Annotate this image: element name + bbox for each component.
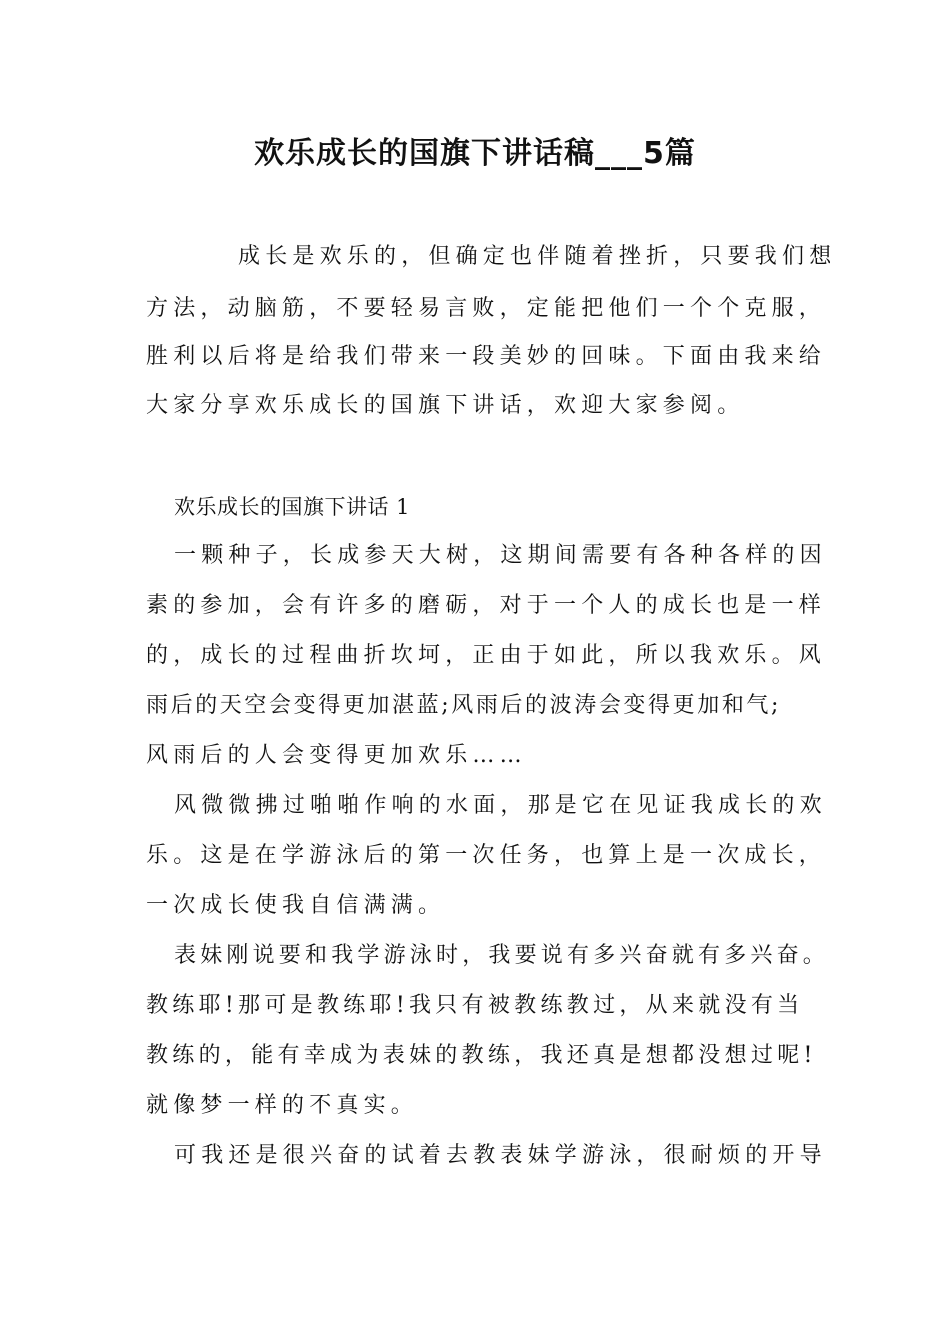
body-line: 表妹刚说要和我学游泳时，我要说有多兴奋就有多兴奋。 — [174, 943, 830, 968]
body-line: 风雨后的人会变得更加欢乐…… — [146, 743, 527, 768]
body-line: 的，成长的过程曲折坎坷，正由于如此，所以我欢乐。风 — [146, 643, 827, 668]
intro-line: 方法，动脑筋，不要轻易言败，定能把他们一个个克服， — [146, 296, 827, 321]
body-line: 乐。这是在学游泳后的第一次任务，也算上是一次成长， — [146, 843, 827, 868]
body-line: 风微微拂过啪啪作响的水面，那是它在见证我成长的欢 — [174, 793, 827, 818]
section-heading: 欢乐成长的国旗下讲话 1 — [174, 495, 411, 519]
intro-line: 大家分享欢乐成长的国旗下讲话，欢迎大家参阅。 — [146, 393, 745, 418]
body-line: 素的参加，会有许多的磨砺，对于一个人的成长也是一样 — [146, 593, 827, 618]
body-line: 可我还是很兴奋的试着去教表妹学游泳，很耐烦的开导 — [174, 1143, 827, 1168]
intro-line: 成长是欢乐的，但确定也伴随着挫折，只要我们想 — [238, 244, 837, 269]
intro-line: 胜利以后将是给我们带来一段美妙的回味。下面由我来给 — [146, 344, 827, 369]
body-line: 教练耶!那可是教练耶!我只有被教练教过，从来就没有当 — [146, 993, 804, 1018]
body-line: 一颗种子，长成参天大树，这期间需要有各种各样的因 — [174, 543, 827, 568]
body-line: 雨后的天空会变得更加湛蓝;风雨后的波涛会变得更加和气; — [146, 693, 782, 718]
body-line: 教练的，能有幸成为表妹的教练，我还真是想都没想过呢! — [146, 1043, 817, 1068]
body-line: 就像梦一样的不真实。 — [146, 1093, 419, 1118]
body-line: 一次成长使我自信满满。 — [146, 893, 446, 918]
document-title: 欢乐成长的国旗下讲话稿___5篇 — [254, 136, 696, 171]
